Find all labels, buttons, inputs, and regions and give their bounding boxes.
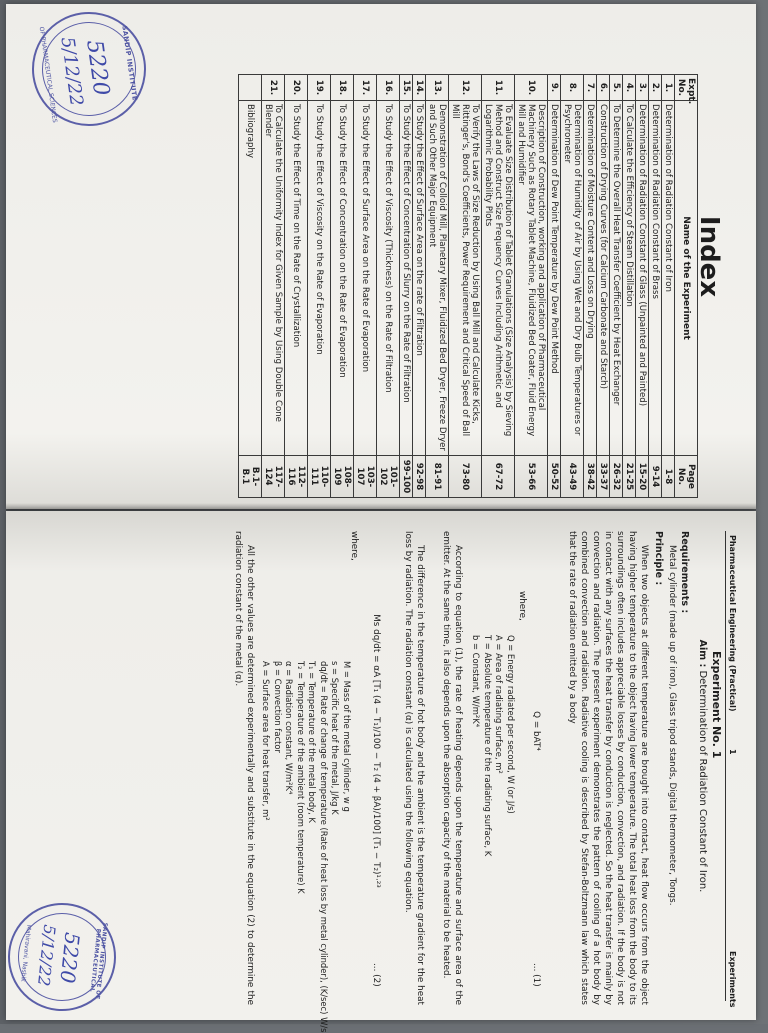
page-range: 33-37	[597, 456, 610, 498]
expt-number: 8.	[561, 75, 584, 101]
expt-number: 4.	[623, 75, 636, 101]
expt-number: 5.	[610, 75, 623, 101]
index-row	[610, 75, 623, 498]
paragraph-4: All the other values are determined experimentally and substitute in the equation (2) to determine the radiation constant of the metal (α).	[233, 531, 255, 1005]
page-range: 92-98	[413, 456, 426, 498]
index-row	[636, 75, 649, 498]
experiment-name: To Determine the Overall Heat Transfer Coefficient by Heat Exchanger	[610, 101, 623, 456]
definition-item: b = Constant, W/m²K⁴	[471, 635, 482, 728]
index-row	[561, 75, 584, 498]
page-range: 112-116	[285, 456, 308, 498]
experiment-name: Determination of Radiation Constant of Brass	[649, 101, 662, 456]
institute-stamp-left	[25, 5, 154, 134]
definition-item: A = Area of radiating surface, m²	[494, 635, 505, 774]
page-range: 99-100	[400, 456, 413, 498]
page-range: 53-66	[515, 456, 548, 498]
expt-number: 20.	[285, 75, 308, 101]
expt-number: 14.	[413, 75, 426, 101]
expt-number: 10.	[515, 75, 548, 101]
page-range: 101-102	[377, 456, 400, 498]
stamp-right-number: 5220	[55, 931, 85, 985]
expt-number: 16.	[377, 75, 400, 101]
aim-text: Determination of Radiation Constant of Iron.	[697, 670, 708, 893]
expt-number: 15.	[400, 75, 413, 101]
experiment-name: Determination of Radiation Constant of Iron	[662, 101, 675, 456]
index-row	[623, 75, 636, 498]
experiment-name: To Study the Effect of Concentration on the Rate of Evaporation	[331, 101, 354, 456]
expt-number: 17.	[354, 75, 377, 101]
page-range: 110-111	[308, 456, 331, 498]
experiment-name: Construction of Drying Curves (for Calcium Carbonate and Starch)	[597, 101, 610, 456]
experiment-name: To Study the Effect of Viscosity on the Rate of Evaporation	[308, 101, 331, 456]
equation-1-number: ... (1)	[531, 963, 541, 987]
definition-item: s = Specific heat of the metal, J/kg K	[330, 661, 341, 815]
header-rule	[725, 531, 726, 1001]
index-row	[413, 75, 426, 498]
aim-label: Aim :	[697, 639, 708, 668]
expt-number: 13.	[426, 75, 449, 101]
definition-item: A = Surface area for heat transfer, m²	[261, 661, 272, 821]
stamp-left-date: 5/12/22	[56, 35, 87, 108]
expt-number: 12.	[449, 75, 482, 101]
running-header-right: Experiments	[728, 951, 737, 1008]
index-row	[597, 75, 610, 498]
experiment-name: To Evaluate Size Distribution of Tablet Granulations (Size Analysis) by Sieving Method and Construct Size Frequency Curves Including Arithmetic and Logarithmic Probability Plots	[482, 101, 515, 456]
index-title: Index	[694, 215, 724, 298]
stamp-right-mid: Mahiravani, Nashik	[19, 924, 33, 983]
index-header-row	[675, 75, 698, 498]
definition-item: dq/dt = Rate of change of temperature (Rate of heat loss by metal cylinder), (K/sec) W/s	[319, 661, 329, 1033]
experiment-page	[6, 511, 756, 1033]
equation-2-number: ... (2)	[371, 963, 381, 987]
index-row	[449, 75, 482, 498]
page-range: 117-124	[262, 456, 285, 498]
page-range: 1-8	[662, 456, 675, 498]
index-row	[515, 75, 548, 498]
index-row	[331, 75, 354, 498]
index-row	[400, 75, 413, 498]
expt-number: 21.	[262, 75, 285, 101]
expt-number: 1.	[662, 75, 675, 101]
experiment-name: To Calculate the Uniformity Index for Given Sample by Using Double Cone Blender	[262, 101, 285, 456]
expt-number: 11.	[482, 75, 515, 101]
experiment-name: To Study the Effect of Surface Area on the rate of Filtration	[413, 101, 426, 456]
stamp-left-number: 5220	[81, 38, 114, 98]
aim-line	[696, 531, 708, 1001]
index-row	[354, 75, 377, 498]
stamp-right-date: 5/12/22	[33, 923, 60, 988]
definitions-list-1	[470, 635, 516, 995]
index-row	[548, 75, 561, 498]
institute-stamp-right	[3, 898, 122, 1017]
page-range: B.1-B.1	[239, 456, 262, 498]
page-range: 50-52	[548, 456, 561, 498]
expt-number: 18.	[331, 75, 354, 101]
experiment-name: To Study the Effect of Surface Area on the Rate of Evaporation	[354, 101, 377, 456]
stamp-right-top: SANDIP INSTITUTE OF PHARMACEUTICAL	[88, 922, 108, 1000]
page-range: 21-25	[623, 456, 636, 498]
requirements-label: Requirements :	[679, 531, 690, 614]
header-name: Name of the Experiment	[675, 101, 698, 456]
definition-item: β = Convection factor	[273, 661, 283, 753]
paragraph-2: According to equation (1), the rate of heating depends upon the temperature and surface area of the emitter. At the same time, it also depends upon the absorption capacity of the material to be heated.	[441, 531, 463, 1005]
requirements-text: Metal cylinder (made up of iron), Glass tripod stands, Digital thermometer, Tongs.	[667, 545, 677, 906]
experiment-name: Determination of Dew Point Temperature by Dew Point Method	[548, 101, 561, 456]
experiment-name: To Study the Effect of Time on the Rate of Crystallization	[285, 101, 308, 456]
page-range: 15-20	[636, 456, 649, 498]
paragraph-3: The difference in the temperature of hot body and the ambient is the temperature gradient for the heat loss by radiation. The radiation constant (α) is calculated using the following equation.	[403, 531, 425, 1005]
stamp-left-top: SANDIP INSTITUTE	[120, 25, 139, 102]
experiment-name: Demonstration of Colloid Mill, Planetary Mixer, Fluidized Bed Dryer, Freeze Dryer and Such Other Major Equipment	[426, 101, 449, 456]
experiment-name: Determination of Moisture Content and Loss on Drying	[584, 101, 597, 456]
definition-item: T₂ = Temperature of the ambient (room temperature) K	[296, 661, 306, 894]
equation-1: Q = bAT⁴	[531, 711, 541, 751]
index-row	[482, 75, 515, 498]
experiment-name: Determination of Humidity of Air by Using Wet and Dry Bulb Temperatures or Psychrometer	[561, 101, 584, 456]
equation-2: Ms dq/dt = αA [T₁ (4 − T₁)/100 − T₂ (4 + βA)/100] (T₁ − T₂)¹·²³	[371, 614, 381, 888]
expt-number	[239, 75, 262, 101]
definition-item: T₁ = Temperature of the metal body, K	[307, 661, 318, 823]
expt-number: 6.	[597, 75, 610, 101]
expt-number: 3.	[636, 75, 649, 101]
experiment-name: To Study the Effect of Concentration of Slurry on the Rate of Filtration	[400, 101, 413, 456]
page-range: 26-32	[610, 456, 623, 498]
experiment-name: To Verify the Laws of Size Reduction by Using Ball Mill and Calculate Kicks, Rittinger's, Bond's Coefficients, Power Requirement and Critical Speed of Ball Mill	[449, 101, 482, 456]
definition-item: M = Mass of the metal cylinder, w g	[342, 661, 352, 812]
page-range: 38-42	[584, 456, 597, 498]
expt-number: 7.	[584, 75, 597, 101]
page-range: 43-49	[561, 456, 584, 498]
page-range: 73-80	[449, 456, 482, 498]
experiment-name: Bibliography	[239, 101, 262, 456]
index-table	[238, 74, 698, 498]
page-range: 9-14	[649, 456, 662, 498]
page-range: 103-107	[354, 456, 377, 498]
page-range: 67-72	[482, 456, 515, 498]
experiment-name: Description of Construction, working and application of Pharmaceutical Machinery Such as Rotary Tablet Machine, Fluidized Bed Coater, Fluid Energy Mill and Humidifier	[515, 101, 548, 456]
definition-item: T = Absolute temperature of the radiating surface, K	[483, 635, 493, 857]
index-row	[308, 75, 331, 498]
definition-item: α = Radiation constant, W/m²K⁴	[284, 661, 295, 795]
expt-number: 19.	[308, 75, 331, 101]
experiment-title: Experiment No. 1	[710, 651, 723, 759]
page-range: 108-109	[331, 456, 354, 498]
index-page	[6, 4, 756, 509]
index-row	[239, 75, 262, 498]
index-row	[262, 75, 285, 498]
experiment-name: To Study the Effect of Viscosity (Thickness) on the Rate of Filtration	[377, 101, 400, 456]
index-row	[662, 75, 675, 498]
header-expt-no: Expt. No.	[675, 75, 698, 101]
where-label-1: where,	[517, 591, 527, 621]
experiment-name: Determination of Radiation Constant of Glass (Unpainted and Painted)	[636, 101, 649, 456]
definitions-list-2	[260, 661, 352, 1033]
experiment-name: To Calculate the Efficiency of Steam Distillation	[623, 101, 636, 456]
expt-number: 2.	[649, 75, 662, 101]
where-label-2: where,	[349, 531, 359, 561]
stamp-left-mid: OF PHARMACEUTICAL SCIENCES	[37, 26, 59, 124]
definition-item: Q = Energy radiated per second, W (or J/s)	[506, 635, 516, 814]
principle-text: When two objects at different temperature are brought into contact, heat flow occurs from the object having higher temperature to the object having lower temperature. The total heat loss from the body to its surroundings often includes appreciable losses by conduction, convection, and radiation. If the body is not in contact with any surfaces the heat transfer by conduction is neglected. So the heat transfer is mainly by convection and radiation. The present experiment demonstrates the pattern of cooling of a hot body by combined convection and radiation. Radiative cooling is described by Stefan-Boltzmann law which states that the rate of radiation emitted by a body	[567, 531, 649, 1005]
index-row	[285, 75, 308, 498]
running-header: Pharmaceutical Engineering (Practical)	[728, 535, 737, 712]
expt-number: 9.	[548, 75, 561, 101]
index-row	[584, 75, 597, 498]
index-row	[377, 75, 400, 498]
page-number: 1	[728, 749, 737, 755]
principle-label: Principle :	[653, 531, 664, 586]
page-range: 81-91	[426, 456, 449, 498]
index-row	[649, 75, 662, 498]
index-row	[426, 75, 449, 498]
header-page-no: Page No.	[675, 456, 698, 498]
